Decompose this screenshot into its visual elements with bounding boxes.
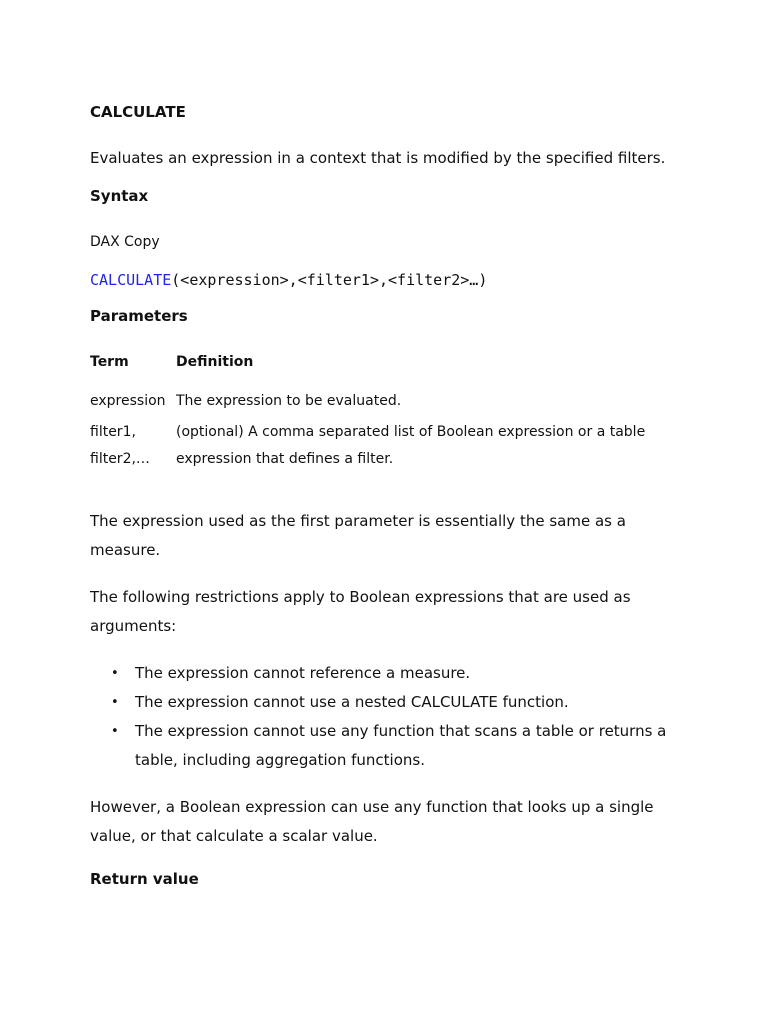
- bullet-icon: •: [111, 666, 119, 681]
- restrictions-list: [90, 659, 678, 775]
- body-paragraph: The expression used as the first parameter is essentially the same as a measure.: [90, 512, 626, 559]
- parameter-term: filter1, filter2,…: [90, 424, 150, 467]
- table-row: [90, 419, 676, 477]
- page-title: CALCULATE: [90, 103, 186, 121]
- parameter-definition: (optional) A comma separated list of Boolean expression or a table expression that defines a filter.: [176, 424, 646, 467]
- parameters-table: [90, 352, 676, 477]
- code-label: DAX Copy: [90, 234, 160, 250]
- definition-column-header: Definition: [176, 354, 254, 370]
- term-column-header: Term: [90, 354, 129, 370]
- syntax-code-block: [90, 270, 678, 290]
- parameters-heading: Parameters: [90, 307, 188, 325]
- list-item: [111, 659, 678, 688]
- bullet-icon: •: [111, 695, 119, 710]
- body-paragraph: The following restrictions apply to Boolean expressions that are used as arguments:: [90, 588, 631, 635]
- function-description: Evaluates an expression in a context that is modified by the specified filters.: [90, 149, 666, 167]
- list-item-text: The expression cannot use a nested CALCULATE function.: [135, 693, 569, 711]
- code-arguments: (<expression>,<filter1>,<filter2>…): [171, 271, 488, 289]
- list-item-text: The expression cannot reference a measure.: [135, 664, 471, 682]
- table-row: [90, 388, 676, 419]
- table-header-row: [90, 352, 676, 388]
- code-function-name: CALCULATE: [90, 271, 172, 289]
- body-paragraph: However, a Boolean expression can use any function that looks up a single value, or that calculate a scalar value.: [90, 798, 654, 845]
- list-item-text: The expression cannot use any function that scans a table or returns a table, including aggregation functions.: [135, 722, 667, 769]
- list-item: [111, 688, 678, 717]
- list-item: [111, 717, 678, 775]
- return-value-heading: Return value: [90, 870, 199, 888]
- syntax-heading: Syntax: [90, 187, 149, 205]
- parameter-definition: The expression to be evaluated.: [176, 393, 402, 409]
- parameter-term: expression: [90, 393, 166, 409]
- bullet-icon: •: [111, 724, 119, 739]
